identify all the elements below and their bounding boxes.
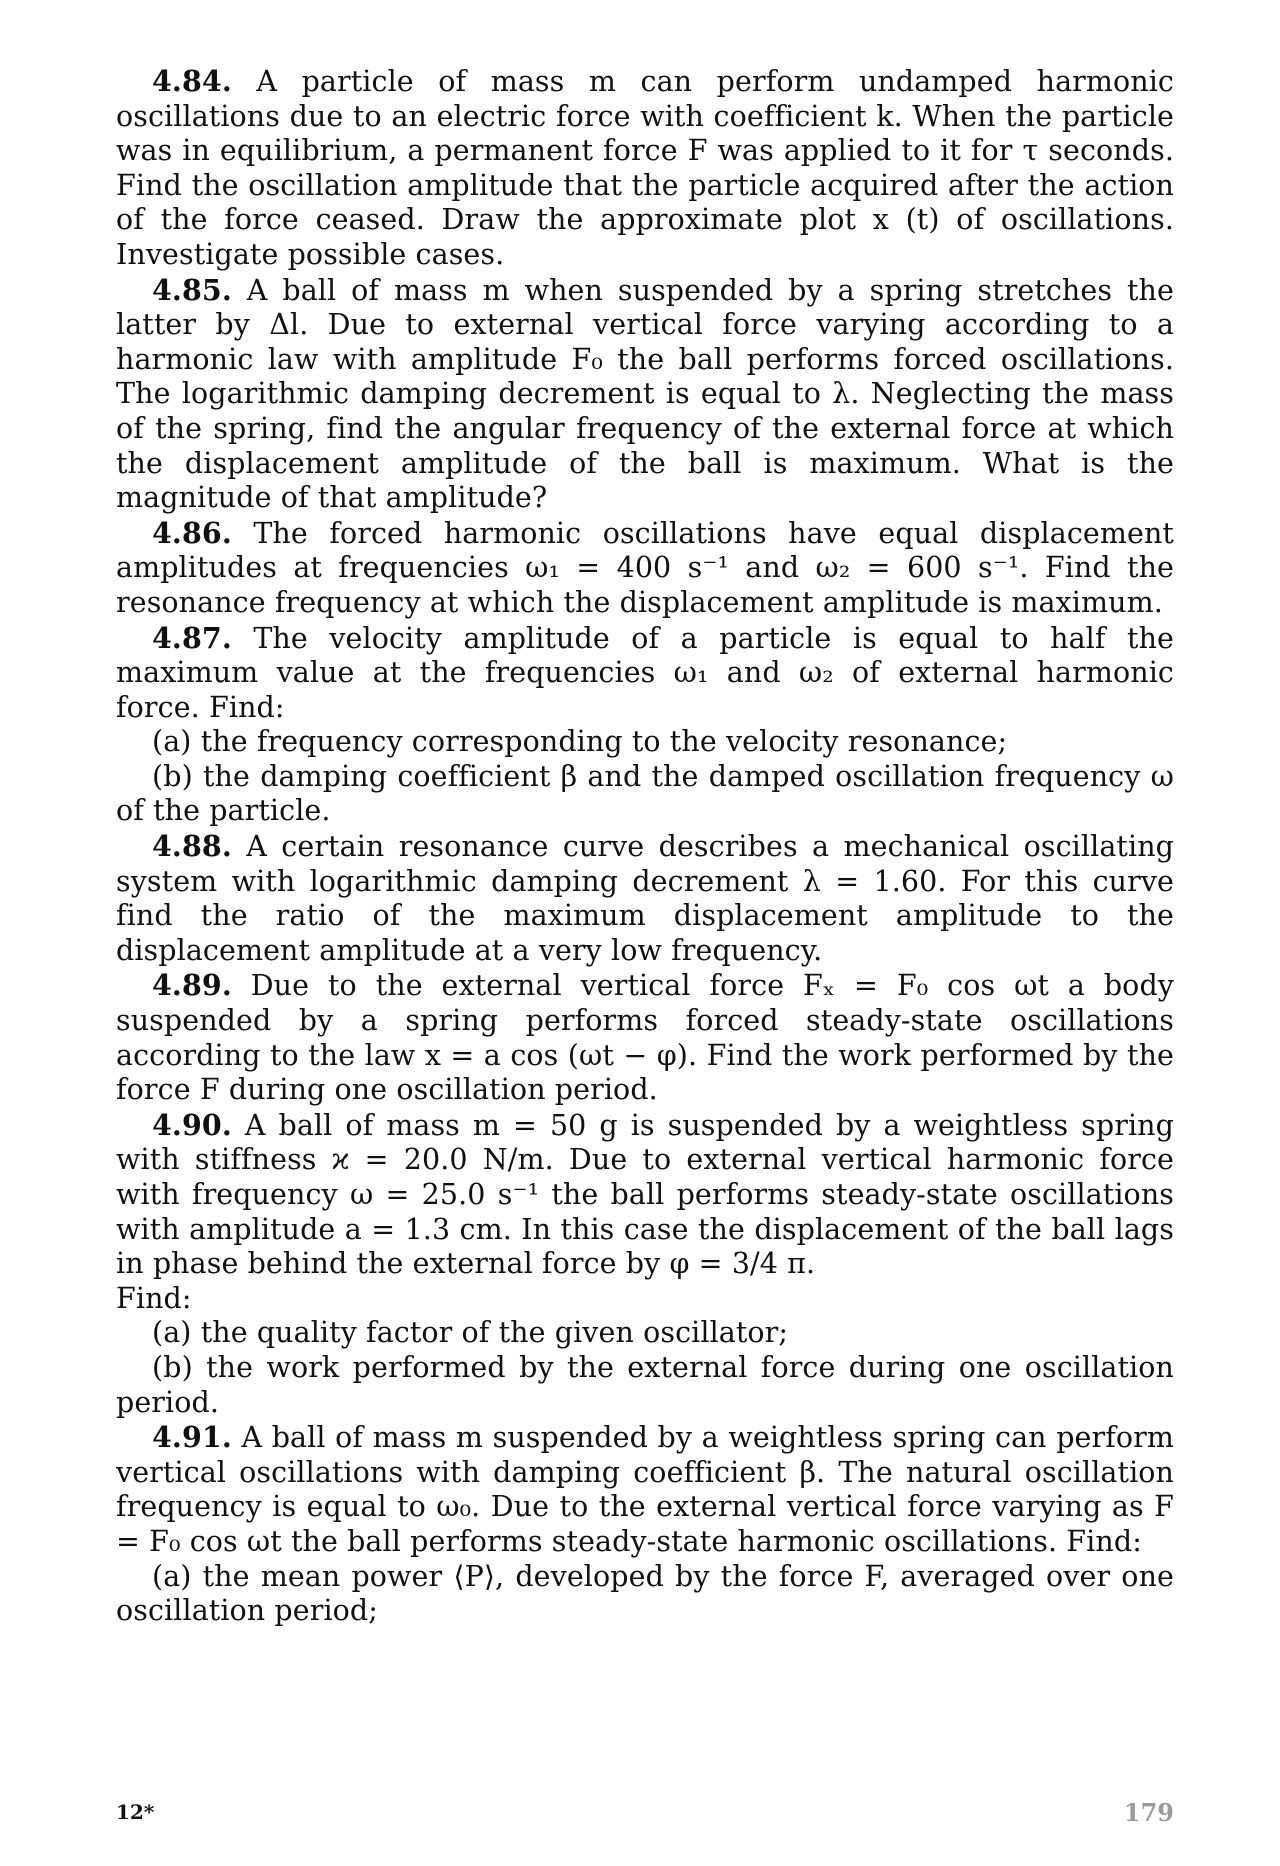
problem-4-85 xyxy=(116,273,1174,516)
problem-4-91-part-a: (a) the mean power ⟨P⟩, developed by the force F, averaged over one oscillation period; xyxy=(116,1559,1174,1628)
problem-4-90-part-a: (a) the quality factor of the given oscillator; xyxy=(152,1316,789,1350)
problem-4-84 xyxy=(116,64,1174,273)
problem-4-90-find: Find: xyxy=(116,1281,192,1315)
problem-4-90 xyxy=(116,1108,1174,1282)
problem-number: 4.90. xyxy=(152,1107,232,1142)
page-footer xyxy=(116,1800,1174,1836)
problem-text: The forced harmonic oscillations have equal displacement amplitudes at frequencies ω₁ = 400 s⁻¹ and ω₂ = 600 s⁻¹. Find the resonance frequency at which the displacement amplitude is maximum. xyxy=(116,516,1174,619)
problem-4-87-part-a: (a) the frequency corresponding to the velocity resonance; xyxy=(152,725,1008,759)
problem-number: 4.87. xyxy=(152,620,232,655)
problem-text: A ball of mass m suspended by a weightless spring can perform vertical oscillations with damping coefficient β. The natural oscillation frequency is equal to ω₀. Due to the external vertical force varying as F = F₀ cos ωt the ball performs steady-state harmonic oscillations. Find: xyxy=(116,1421,1174,1558)
problem-number: 4.85. xyxy=(152,272,232,307)
problem-number: 4.84. xyxy=(152,64,232,98)
problem-number: 4.89. xyxy=(152,968,232,1003)
page-number: 179 xyxy=(1123,1798,1174,1827)
problem-number: 4.91. xyxy=(152,1420,232,1455)
problem-4-89 xyxy=(116,968,1174,1107)
problem-4-90-part-b: (b) the work performed by the external force during one oscillation period. xyxy=(116,1350,1174,1419)
signature-mark: 12* xyxy=(116,1800,155,1824)
problem-4-91 xyxy=(116,1420,1174,1559)
problem-4-87-part-b: (b) the damping coefficient β and the damped oscillation frequency ω of the particle. xyxy=(116,759,1174,828)
problem-text: A certain resonance curve describes a mechanical oscillating system with logarithmic damping decrement λ = 1.60. For this curve find the ratio of the maximum displacement amplitude to the displacement amplitude at a very low frequency. xyxy=(116,830,1174,967)
problem-text: A ball of mass m when suspended by a spring stretches the latter by Δl. Due to external vertical force varying according to a harmonic law with amplitude F₀ the ball performs forced oscillations. The logarithmic damping decrement is equal to λ. Neglecting the mass of the spring, find the angular frequency of the external force at which the displacement amplitude of the ball is maximum. What is the magnitude of that amplitude? xyxy=(116,273,1174,515)
problem-number: 4.86. xyxy=(152,515,232,550)
problem-4-88 xyxy=(116,829,1174,968)
problem-4-86 xyxy=(116,516,1174,621)
problem-text: Due to the external vertical force Fₓ = F₀ cos ωt a body suspended by a spring performs forced steady-state oscillations according to the law x = a cos (ωt − φ). Find the work performed by the force F during one oscillation period. xyxy=(116,969,1174,1107)
problem-text: The velocity amplitude of a particle is equal to half the maximum value at the frequencies ω₁ and ω₂ of external harmonic force. Find: xyxy=(116,621,1174,724)
problem-4-87 xyxy=(116,621,1174,726)
problem-number: 4.88. xyxy=(152,829,232,864)
page-body xyxy=(116,64,1174,1629)
problem-text: A particle of mass m can perform undamped harmonic oscillations due to an electric force with coefficient k. When the particle was in equilibrium, a permanent force F was applied to it for τ seconds. Find the oscillation amplitude that the particle acquired after the action of the force ceased. Draw the approximate plot x (t) of oscillations. Investigate possible cases. xyxy=(116,65,1174,271)
problem-text: A ball of mass m = 50 g is suspended by a weightless spring with stiffness ϰ = 20.0 N/m. Due to external vertical harmonic force with frequency ω = 25.0 s⁻¹ the ball performs steady-state oscillations with amplitude a = 1.3 cm. In this case the displacement of the ball lags in phase behind the external force by φ = 3/4 π. xyxy=(116,1108,1174,1281)
